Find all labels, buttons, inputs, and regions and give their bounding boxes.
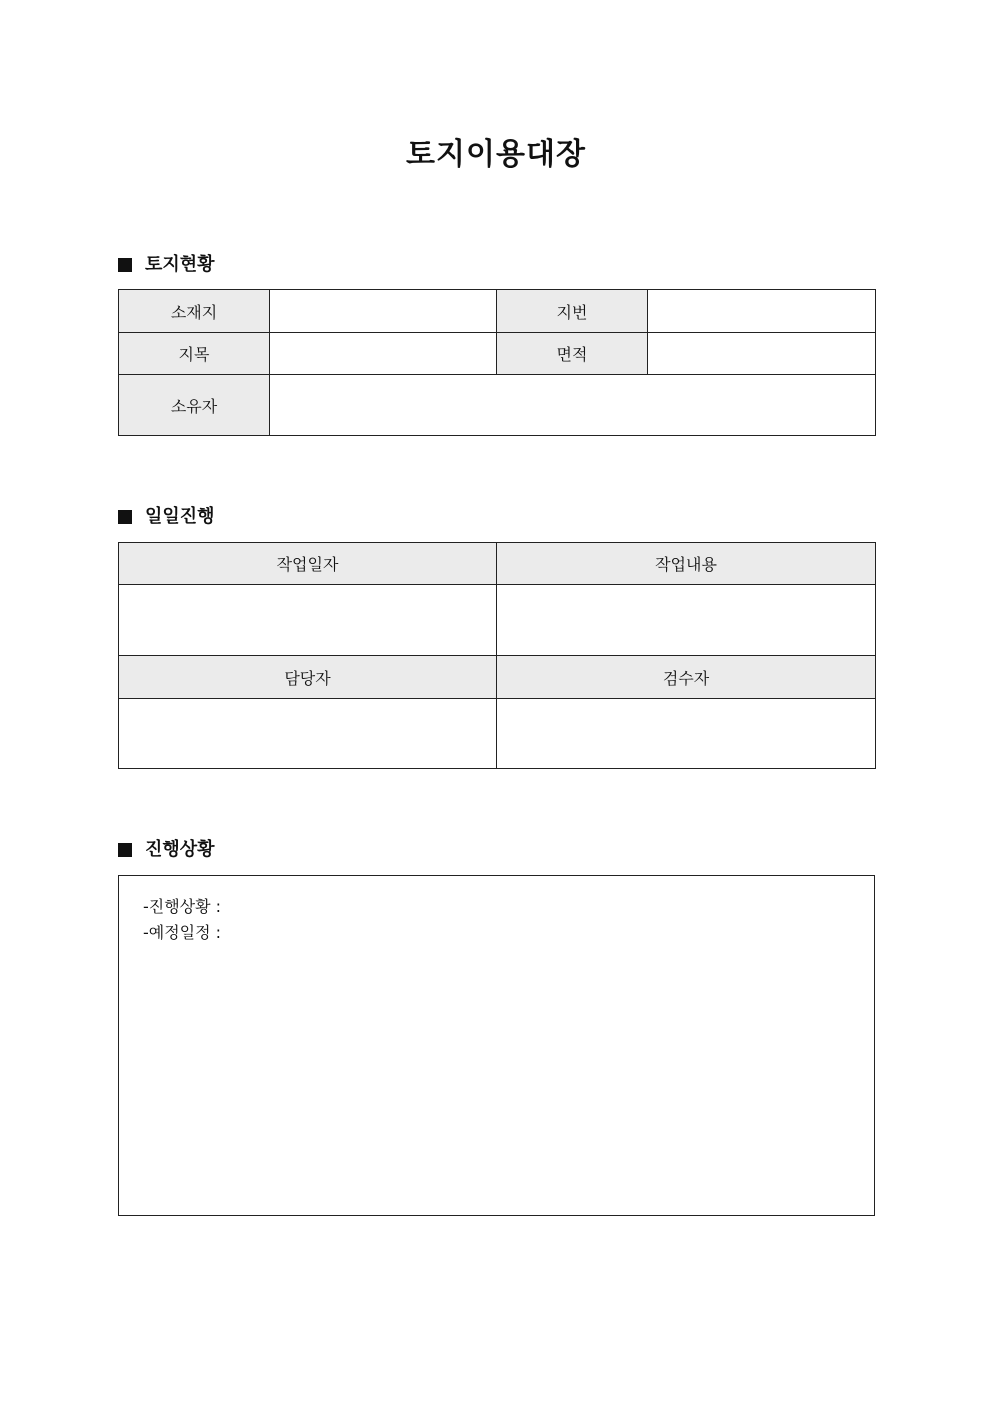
work-date-label: 작업일자 xyxy=(119,543,497,585)
section-heading-label: 일일진행 xyxy=(145,506,215,527)
area-field[interactable] xyxy=(648,333,876,375)
land-category-field[interactable] xyxy=(270,333,497,375)
table-row xyxy=(119,656,876,699)
table-row xyxy=(119,543,876,585)
person-in-charge-label: 담당자 xyxy=(119,656,497,699)
section-heading-label: 토지현황 xyxy=(145,254,215,275)
progress-status-line: -진행상황 : xyxy=(143,897,222,916)
land-status-table xyxy=(118,289,876,436)
square-bullet-icon xyxy=(118,510,132,524)
scheduled-plan-line: -예정일정 : xyxy=(143,923,222,942)
table-row xyxy=(119,699,876,769)
work-content-field[interactable] xyxy=(497,585,876,656)
section-heading-label: 진행상황 xyxy=(145,839,215,860)
section-heading-land-status xyxy=(118,253,215,277)
lot-number-label: 지번 xyxy=(497,290,648,333)
location-label: 소재지 xyxy=(119,290,270,333)
table-row xyxy=(119,585,876,656)
page-title: 토지이용대장 xyxy=(406,137,586,172)
table-row xyxy=(119,290,876,333)
land-category-label: 지목 xyxy=(119,333,270,375)
person-in-charge-field[interactable] xyxy=(119,699,497,769)
table-row xyxy=(119,333,876,375)
owner-label: 소유자 xyxy=(119,375,270,436)
work-content-label: 작업내용 xyxy=(497,543,876,585)
area-label: 면적 xyxy=(497,333,648,375)
table-row xyxy=(119,375,876,436)
location-field[interactable] xyxy=(270,290,497,333)
daily-progress-table xyxy=(118,542,876,769)
section-heading-daily-progress xyxy=(118,505,215,529)
inspector-field[interactable] xyxy=(497,699,876,769)
section-heading-progress-status xyxy=(118,838,215,862)
inspector-label: 검수자 xyxy=(497,656,876,699)
owner-field[interactable] xyxy=(270,375,876,436)
progress-status-box[interactable] xyxy=(118,875,875,1216)
work-date-field[interactable] xyxy=(119,585,497,656)
lot-number-field[interactable] xyxy=(648,290,876,333)
square-bullet-icon xyxy=(118,258,132,272)
square-bullet-icon xyxy=(118,843,132,857)
